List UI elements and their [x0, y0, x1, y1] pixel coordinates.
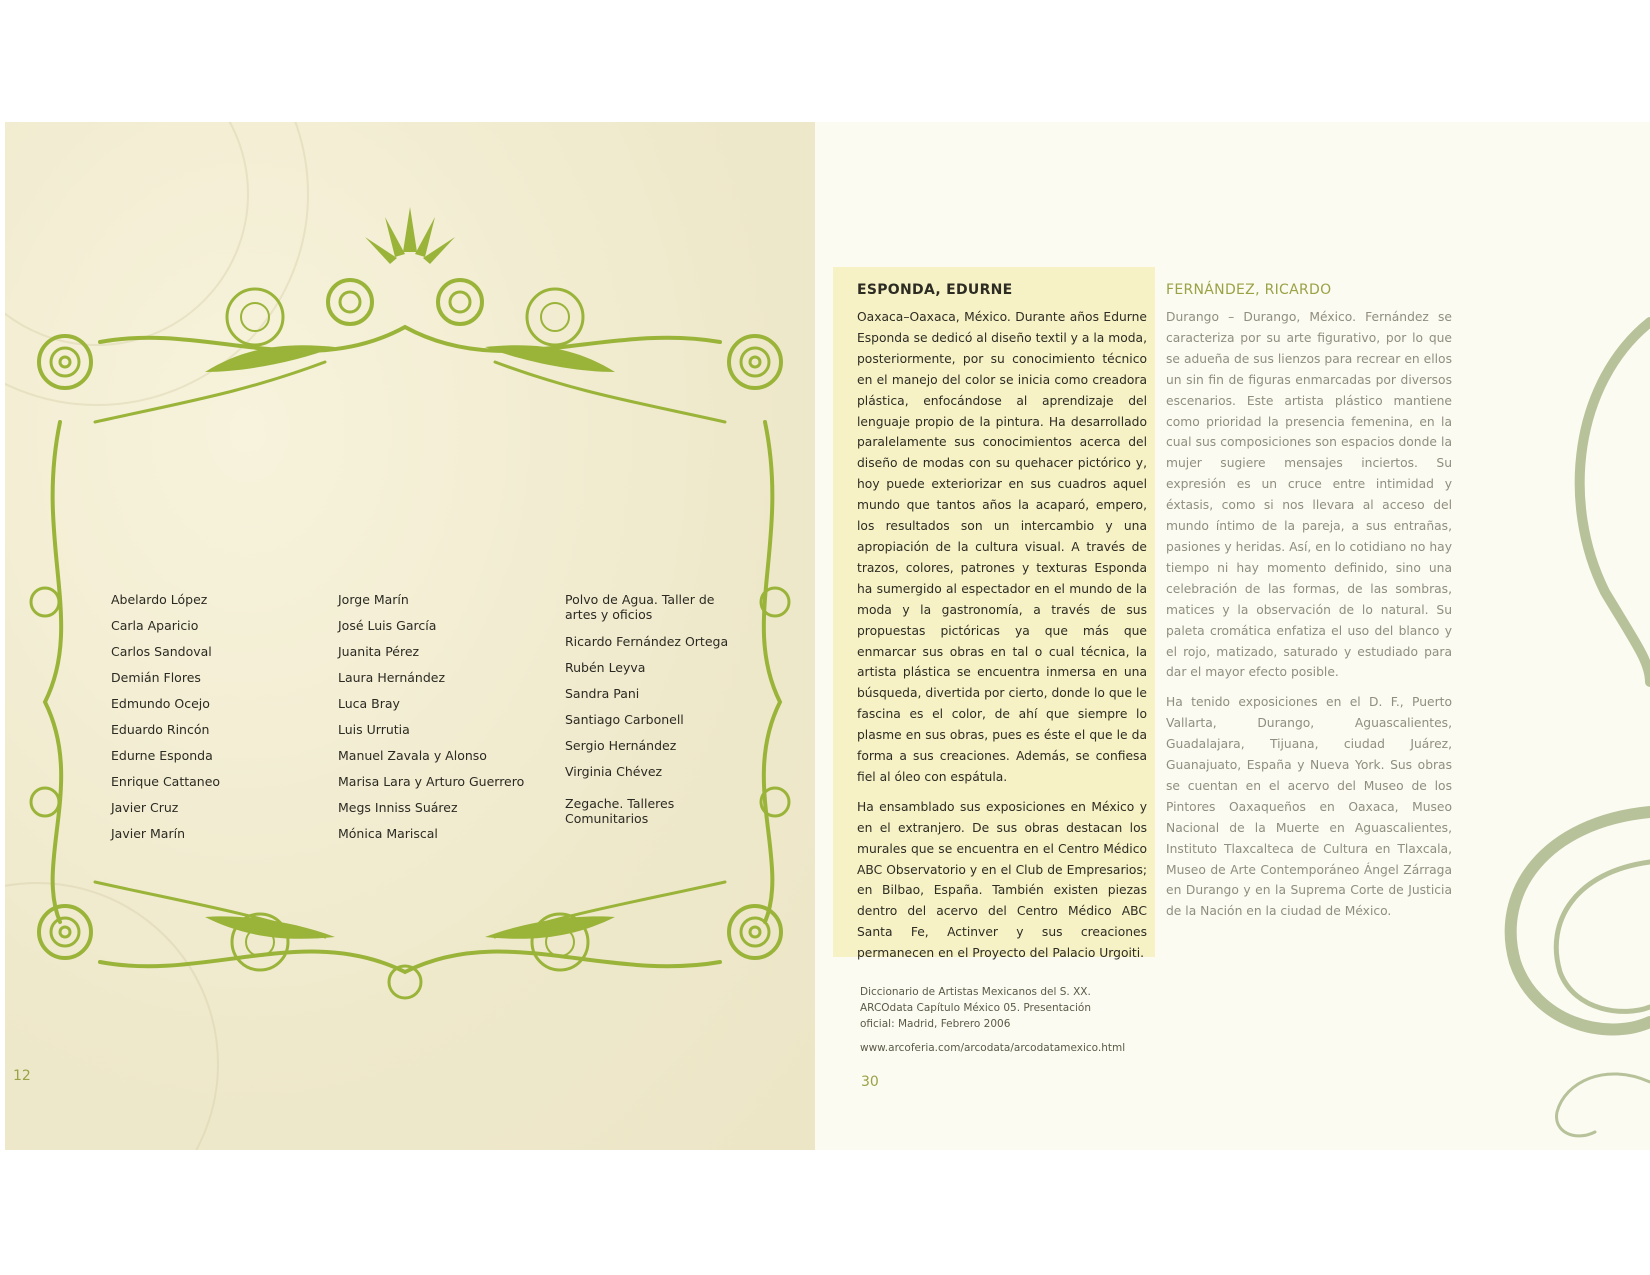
bio-title: FERNÁNDEZ, RICARDO	[1166, 282, 1332, 298]
artist-name: Mónica Mariscal	[338, 826, 438, 841]
artist-list-column-1	[111, 592, 220, 852]
left-page	[5, 122, 815, 1150]
artist-list-column-2	[338, 592, 524, 852]
bio-title: ESPONDA, EDURNE	[857, 282, 1013, 298]
source-url: www.arcoferia.com/arcodata/arcodatamexico.html	[860, 1042, 1126, 1054]
bio-text	[857, 307, 1147, 973]
artist-name: Edurne Esponda	[111, 748, 213, 763]
artist-name: Carla Aparicio	[111, 618, 199, 633]
artist-name: Rubén Leyva	[565, 660, 646, 675]
artist-name: Eduardo Rincón	[111, 722, 210, 737]
bio-text	[1166, 307, 1452, 931]
artist-name: Luis Urrutia	[338, 722, 410, 737]
artist-name: Javier Marín	[111, 826, 185, 841]
artist-name: José Luis García	[338, 618, 437, 633]
artist-name: Manuel Zavala y Alonso	[338, 748, 487, 763]
artist-name: Zegache. Talleres Comunitarios	[565, 796, 675, 826]
artist-name: Demián Flores	[111, 670, 201, 685]
right-page	[815, 122, 1650, 1150]
bio-paragraph: Ha ensamblado sus exposiciones en México y en el extranjero. De sus obras destacan los murales que se encuentra en el Centro Médico ABC Observatorio y en el Club de Empresarios; en Bilbao, España. También existen piezas dentro del acervo del Centro Médico ABC Santa Fe, Actinver y sus creaciones permanecen en el Proyecto del Palacio Urgoiti.	[857, 799, 1147, 961]
artist-name: Luca Bray	[338, 696, 400, 711]
artist-name: Marisa Lara y Arturo Guerrero	[338, 774, 525, 789]
artist-name: Enrique Cattaneo	[111, 774, 221, 789]
artist-name: Jorge Marín	[338, 592, 409, 607]
artist-name: Santiago Carbonell	[565, 712, 684, 727]
source-citation	[860, 984, 1126, 1056]
artist-name: Javier Cruz	[111, 800, 179, 815]
bio-paragraph: Durango – Durango, México. Fernández se caracteriza por su arte figurativo, por lo que se adueña de sus lienzos para recrear en ellos un sin fin de figuras enmarcadas por diversos escenarios. Este artista plástico mantiene como prioridad la presencia femenina, en la cual sus composiciones son espacios donde la mujer sugiere mensajes inciertos. Su expresión es un cruce entre intimidad y éxtasis, como si nos llevara al acceso del mundo íntimo de la pareja, a sus entrañas, pasiones y heridas. Así, en lo cotidiano no hay tiempo ni hay momento definido, sino una celebración de las formas, de las sombras, matices y la observación de lo natural. Su paleta cromática enfatiza el uso del blanco y el rojo, matizado, saturado y estudiado para dar el mayor efecto posible.	[1166, 310, 1452, 680]
artist-name: Megs Inniss Suárez	[338, 800, 458, 815]
artist-name: Polvo de Agua. Taller de artes y oficios	[565, 592, 715, 622]
artist-name: Ricardo Fernández Ortega	[565, 634, 729, 649]
artist-name: Sergio Hernández	[565, 738, 677, 753]
artist-name: Laura Hernández	[338, 670, 446, 685]
artist-name: Carlos Sandoval	[111, 644, 212, 659]
artist-name: Virginia Chévez	[565, 764, 663, 779]
page-number-left: 12	[13, 1068, 31, 1084]
artist-name: Juanita Pérez	[338, 644, 420, 659]
artist-name: Abelardo López	[111, 592, 208, 607]
artist-name: Edmundo Ocejo	[111, 696, 210, 711]
citation-text: Diccionario de Artistas Mexicanos del S. XX. ARCOdata Capítulo México 05. Presentación oficial: Madrid, Febrero 2006	[860, 986, 1091, 1030]
page-number-right: 30	[861, 1074, 879, 1090]
artist-list-column-3	[565, 592, 730, 836]
bio-paragraph: Oaxaca–Oaxaca, México. Durante años Edurne Esponda se dedicó al diseño textil y a la moda, posteriormente, por su conocimiento técnico en el manejo del color se inicia como creadora plástica, enfocándose al aprendizaje del lenguaje propio de la pintura. Ha desarrollado paralelamente sus conocimientos acerca del diseño de modas con su quehacer pictórico y, hoy puede exteriorizar en sus cuadros aquel mundo que tantos años la acaparó, empero, los resultados son un intercambio y una apropiación de la cultura visual. A través de trazos, colores, patrones y texturas Esponda ha sumergido al espectador en el mundo de la moda y la gastronomía, a través de sus propuestas pictóricas ya que más que enmarcar sus obras en tal o cual técnica, la artista plástica se encuentra inmersa en una búsqueda, divertida por cierto, donde lo que le fascina es el color, de ahí que siempre lo plasme en sus obras, pues es éste el que le da forma a sus creaciones. Además, se confiesa fiel al óleo con espátula.	[857, 310, 1147, 784]
artist-name: Sandra Pani	[565, 686, 640, 701]
bio-paragraph: Ha tenido exposiciones en el D. F., Puerto Vallarta, Durango, Aguascalientes, Guadalajara, Tijuana, ciudad Juárez, Guanajuato, España y Nueva York. Sus obras se cuentan en el acervo del Museo de los Pintores Oaxaqueños en Oaxaca, Museo Nacional de la Muerte en Aguascalientes, Instituto Tlaxcalteca de Cultura en Tlaxcala, Museo de Arte Contemporáneo Ángel Zárraga en Durango y en la Suprema Corte de Justicia de la Nación en la ciudad de México.	[1166, 695, 1452, 919]
